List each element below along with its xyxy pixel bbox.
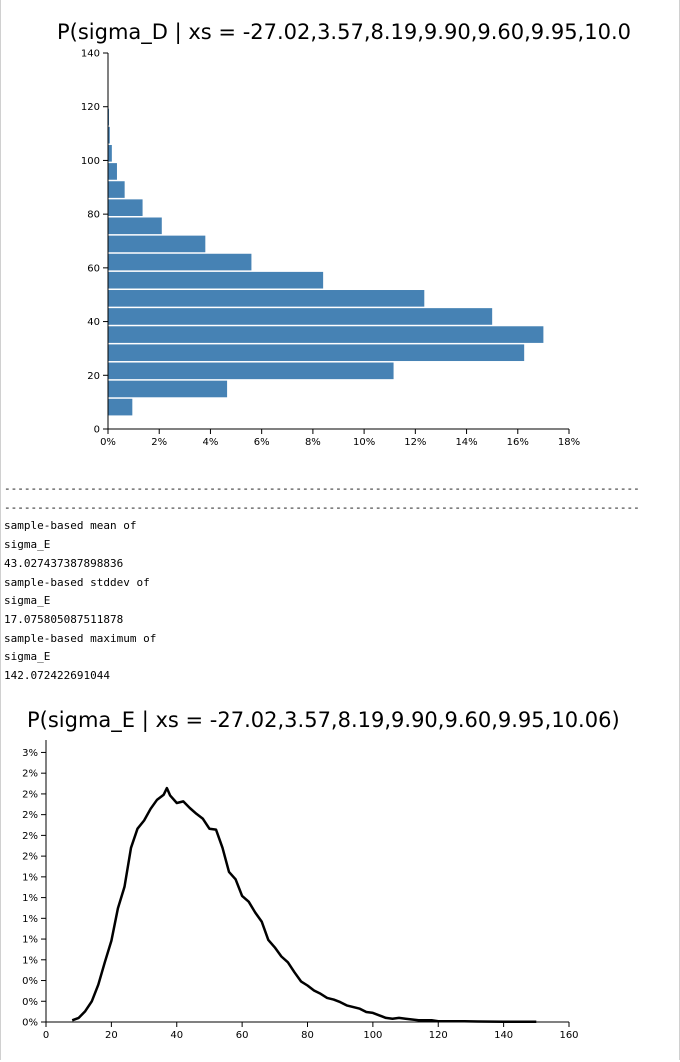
console-line: sigma_E xyxy=(4,538,51,552)
histogram-bar xyxy=(108,181,125,198)
y-tick-label: 60 xyxy=(87,263,100,275)
y-tick-label: 1% xyxy=(22,955,38,967)
y-tick-label: 2% xyxy=(22,830,38,842)
histogram-sigma-d xyxy=(0,0,680,460)
console-output xyxy=(4,480,640,686)
separator-line: ------------------------------------------------------------------------------------------------ xyxy=(4,482,640,495)
separator-line: ------------------------------------------------------------------------------------------------ xyxy=(4,500,640,514)
x-tick-label: 40 xyxy=(170,1030,184,1041)
x-tick-label: 120 xyxy=(428,1030,448,1041)
histogram-bar xyxy=(108,163,117,180)
x-tick-label: 4% xyxy=(202,437,219,448)
histogram-bar xyxy=(108,290,424,307)
x-tick-label: 0 xyxy=(42,1030,50,1041)
density-line xyxy=(72,788,536,1022)
x-tick-label: 20 xyxy=(105,1030,118,1041)
histogram-bar xyxy=(108,236,205,253)
console-line: sample-based stddev of xyxy=(4,575,150,589)
y-tick-label: 100 xyxy=(80,155,100,167)
console-line: sample-based maximum of xyxy=(4,631,157,645)
x-tick-label: 160 xyxy=(559,1030,579,1041)
histogram-bar xyxy=(108,218,162,235)
y-tick-label: 1% xyxy=(22,934,38,946)
histogram-bar xyxy=(108,199,143,216)
y-tick-label: 2% xyxy=(22,789,38,801)
histogram-bar xyxy=(108,344,524,361)
histogram-bar xyxy=(108,363,394,380)
x-tick-label: 2% xyxy=(151,437,168,448)
y-tick-label: 0% xyxy=(22,976,38,988)
x-tick-label: 140 xyxy=(494,1030,514,1041)
x-tick-label: 10% xyxy=(352,437,376,448)
x-tick-label: 6% xyxy=(253,437,270,448)
y-tick-label: 20 xyxy=(87,370,100,382)
y-tick-label: 3% xyxy=(22,747,38,759)
chart-title-sigma-e: P(sigma_E | xs = -27.02,3.57,8.19,9.90,9.60,9.95,10.06) xyxy=(27,708,620,732)
x-tick-label: 100 xyxy=(363,1030,383,1041)
histogram-bar xyxy=(108,308,492,325)
y-tick-label: 0 xyxy=(93,424,100,436)
y-tick-label: 1% xyxy=(22,893,38,905)
y-tick-label: 40 xyxy=(87,317,100,329)
console-line: 43.027437387898836 xyxy=(4,556,124,570)
histogram-bar xyxy=(108,381,227,398)
histogram-bar xyxy=(108,145,112,162)
y-tick-label: 1% xyxy=(22,872,38,884)
x-tick-label: 12% xyxy=(404,437,427,448)
histogram-bar xyxy=(108,272,323,289)
x-tick-label: 0% xyxy=(100,437,116,448)
console-line: 142.072422691044 xyxy=(4,669,110,683)
console-line: sigma_E xyxy=(4,650,51,664)
console-line: sigma_E xyxy=(4,594,51,608)
y-tick-label: 80 xyxy=(87,209,100,221)
console-line: 17.075805087511878 xyxy=(4,612,124,626)
y-tick-label: 1% xyxy=(22,913,38,925)
x-tick-label: 16% xyxy=(506,437,529,448)
histogram-bar xyxy=(108,399,132,416)
y-tick-label: 140 xyxy=(80,48,100,60)
y-tick-label: 120 xyxy=(80,102,100,114)
y-tick-label: 2% xyxy=(22,810,38,822)
chart-title-sigma-d: P(sigma_D | xs = -27.02,3.57,8.19,9.90,9.60,9.95,10.0 xyxy=(57,20,631,44)
y-tick-label: 0% xyxy=(22,1017,38,1029)
x-tick-label: 60 xyxy=(235,1030,249,1041)
y-tick-label: 2% xyxy=(22,851,38,863)
x-tick-label: 18% xyxy=(557,437,581,448)
x-tick-label: 8% xyxy=(304,437,321,448)
histogram-bar xyxy=(108,254,251,271)
y-tick-label: 2% xyxy=(22,768,38,780)
console-line: sample-based mean of xyxy=(4,519,137,533)
y-tick-label: 0% xyxy=(22,996,38,1008)
x-tick-label: 80 xyxy=(301,1030,314,1041)
density-plot-sigma-e xyxy=(0,722,680,1062)
x-tick-label: 14% xyxy=(455,437,478,448)
histogram-bar xyxy=(108,326,543,343)
